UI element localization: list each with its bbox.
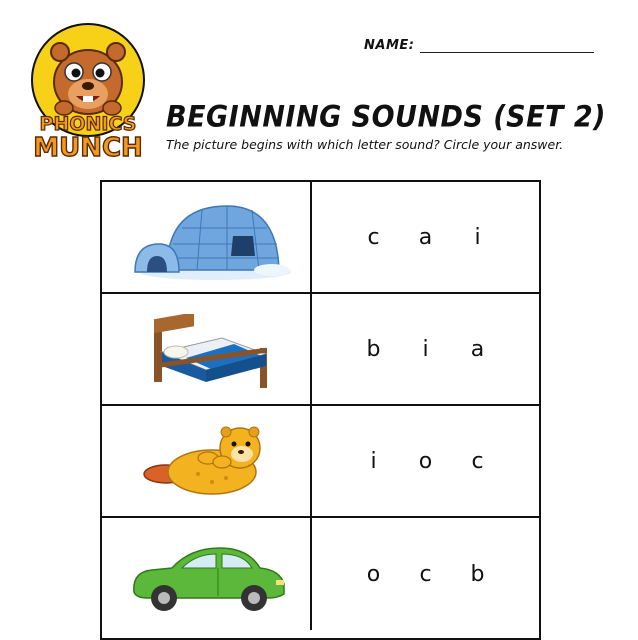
logo-text-bottom: MUNCH [33,133,143,162]
letter-choices [312,518,539,630]
letter-choice[interactable]: b [470,561,485,587]
answer-grid [100,180,541,640]
instruction-text: The picture begins with which letter sound? Circle your answer. [166,137,564,152]
letter-choice[interactable]: o [418,448,433,474]
letter-choice[interactable]: i [474,224,481,250]
logo-text-top: PHONICS [39,113,137,135]
worksheet-row [102,406,539,518]
worksheet-title: BEGINNING SOUNDS (SET 2) [166,100,606,135]
name-label: NAME: [364,38,415,53]
worksheet-row [102,294,539,406]
picture-cell [102,182,312,292]
picture-cell [102,406,312,516]
name-line[interactable] [420,38,594,53]
car-picture [128,536,288,614]
picture-cell [102,294,312,404]
letter-choice[interactable]: i [370,448,377,474]
picture-cell [102,518,312,630]
bed-picture [150,314,270,392]
letter-choice[interactable]: a [418,224,433,250]
otter-picture [142,422,272,504]
letter-choice[interactable]: c [419,561,432,587]
letter-choice[interactable]: c [367,224,380,250]
phonics-munch-logo [24,22,154,162]
letter-choices [312,182,539,292]
letter-choices [312,294,539,404]
worksheet-row [102,182,539,294]
name-field [364,38,594,53]
letter-choices [312,406,539,516]
letter-choice[interactable]: o [366,561,381,587]
letter-choice[interactable]: b [366,336,381,362]
igloo-picture [127,198,292,280]
worksheet-row [102,518,539,630]
letter-choice[interactable]: i [422,336,429,362]
letter-choice[interactable]: c [471,448,484,474]
letter-choice[interactable]: a [470,336,485,362]
